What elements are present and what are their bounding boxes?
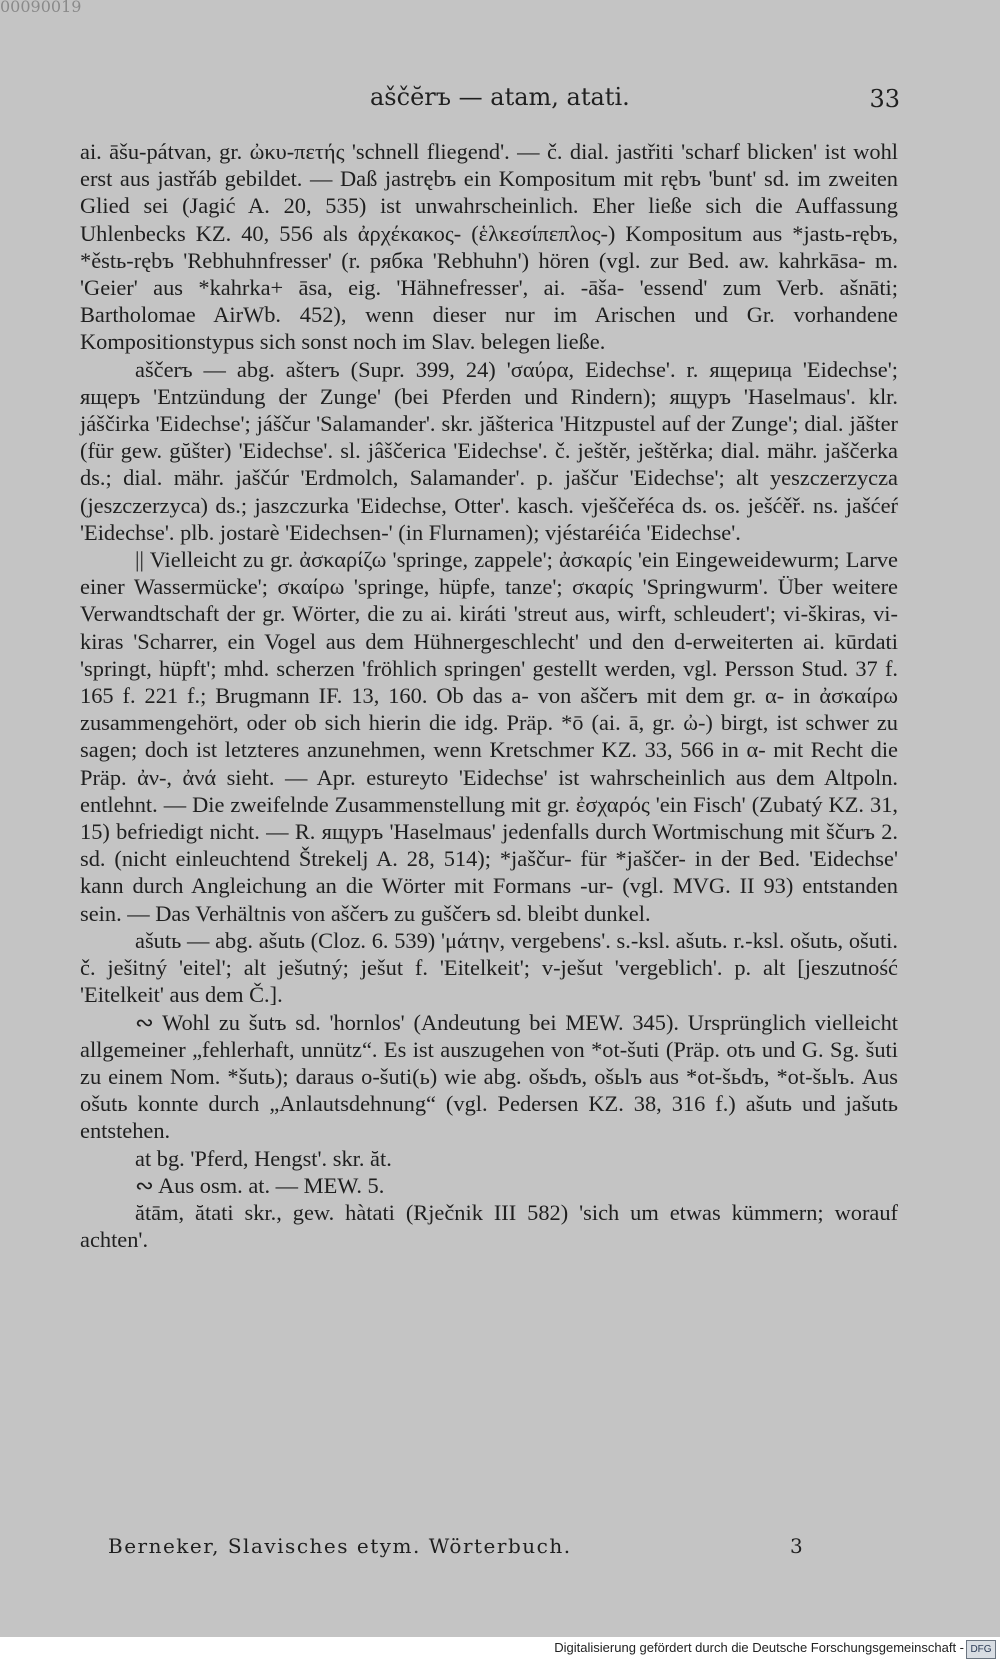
footer-sheet-number: 3 [790,1534,803,1558]
entry-ascerъ: aščerъ — abg. ašterъ (Supr. 399, 24) 'σαύρα, Eidechse'. r. ящерица 'Eidechse'; ящеръ 'Entzündung der Zunge' (bei Pferden und Rindern); ящуръ 'Haselmaus'. klr. jáščirka 'Eidechse'; jáščur 'Salamander'. skr. jăšterica 'Hitzpustel auf der Zunge'; dial. jăšter (für gew. gŭšter) 'Eidechse'. sl. jâščerica 'Eidechse'. č. ještěr, ještěrka; dial. mähr. jaščerka ds.; dial. mähr. jaščúr 'Erdmolch, Salamander'. p. jaščur 'Eidechse'; alt yeszczerzycza (jeszczerzyca) ds.; jaszczurka 'Eidechse, Otter'. kasch. vješčeřéca ds. os. ješćěř. ns. jašćeŕ 'Eidechse'. plb. jostarè 'Eidechsen-' (in Flurnamen); vjéstaréića 'Eidechse'. [80,356,898,545]
footer-signature: Berneker, Slavisches etym. Wörterbuch. [108,1534,572,1558]
scan-id-stamp: 00090019 [0,0,82,14]
running-head-title: aščĕrъ — atam, atati. [370,83,630,111]
dfg-logo-icon: DFG [966,1640,996,1659]
entry-at: at bg. 'Pferd, Hengst'. skr. ăt. [135,1145,392,1171]
etymology-ascerъ: || Vielleicht zu gr. ἀσκαρίζω 'springe, zappele'; ἀσκαρίς 'ein Eingeweidewurm; Larve einer Wassermücke'; σκαίρω 'springe, hüpfe, tanze'; σκαρίς 'Springwurm'. Über weitere Verwandtschaft der gr. Wörter, die zu ai. kiráti 'streut aus, wirft, schleudert'; vi-škiras, vi-kiras 'Scharrer, ein Vogel aus dem Hühnergeschlecht' und den d-erweiterten ai. kūrdati 'springt, hüpft'; mhd. scherzen 'fröhlich springen' gestellt werden, vgl. Persson Stud. 37 f. 165 f. 221 f.; Brugmann IF. 13, 160. Ob das a- von aščerъ mit dem gr. α- in ἀσκαίρω zusammengehört, oder ob sich hierin die idg. Präp. *ō (ai. ā, gr. ὠ-) birgt, ist schwer zu sagen; doch ist letzteres anzunehmen, wenn Kretschmer KZ. 33, 566 in α- mit Recht die Präp. ἀν-, ἀνά sieht. — Apr. estureyto 'Eidechse' ist wahrscheinlich aus dem Altpoln. entlehnt. — Die zweifelnde Zusammenstellung mit gr. ἐσχαρός 'ein Fisch' (Zubatý KZ. 31, 15) befriedigt nicht. — R. ящуръ 'Haselmaus' jedenfalls durch Wortmischung mit ščurъ 2. sd. (nicht einleuchtend Štrekelj A. 28, 514); *jaščur- für *jaščer- in der Bed. 'Eidechse' kann durch Angleichung an die Wörter mit Formans -ur- (vgl. MVG. II 93) entstanden sein. — Das Verhältnis von aščerъ zu guščerъ sd. bleibt dunkel. [80,547,898,926]
entry-atam-atati: ătām, ătati skr., gew. hàtati (Rječnik III 582) 'sich um etwas kümmern; worauf achten'. [80,1199,898,1253]
digitization-credit-bar [0,1637,1000,1661]
running-head [0,83,1000,113]
funding-credit: Digitalisierung gefördert durch die Deutsche Forschungsgemeinschaft - [554,1640,964,1655]
etymology-at: ∾ Aus osm. at. — MEW. 5. [135,1172,385,1198]
page-number: 33 [869,85,900,113]
dictionary-text [80,138,898,1253]
paragraph-continuation: ai. āšu-pátvan, gr. ὠκυ-πετής 'schnell fliegend'. — č. dial. jastřiti 'scharf blicken' ist wohl erst aus jastřáb gebildet. — Daß jastrębъ ein Kompositum mit rębъ 'bunt' sd. im zweiten Glied sei (Jagić A. 20, 535) ist unwahrscheinlich. Eher ließe sich die Auffassung Uhlenbecks KZ. 40, 556 als ἀρχέκακος- (ἑλκεσίπεπλος-) Kompositum aus *jastь-rębъ, *ěstь-rębъ 'Rebhuhnfresser' (r. рябка 'Rebhuhn') hören (vgl. zur Bed. aw. kahrkāsa- m. 'Geier' aus *kahrka+ āsa, eig. 'Hähnefresser', ai. -āša- 'essend' zum Verb. ašnāti; Bartholomae AirWb. 452), wenn dieser nur im Arischen und Gr. vorhandene Kompositionstypus sich sonst noch im Slav. belegen ließe. [80,139,898,355]
etymology-asutь: ∾ Wohl zu šutъ sd. 'hornlos' (Andeutung bei MEW. 345). Ursprünglich vielleicht allgemeiner „fehlerhaft, unnütz“. Es ist auszugehen von *ot-šuti (Präp. otъ und G. Sg. šuti zu einem Nom. *šutь); daraus o-šuti(ь) wie abg. ošьdъ, ošьlъ aus *ot-šьdъ, *ot-šьlъ. Aus ošutь konnte durch „Anlautsdehnung“ (vgl. Pedersen KZ. 38, 316 f.) ašutь und jašutь entstehen. [80,1009,898,1144]
entry-asutь: ašutь — abg. ašutь (Cloz. 6. 539) 'μάτην, vergebens'. s.-ksl. ašutь. r.-ksl. ošutь, ošuti. č. ješitný 'eitel'; alt ješutný; ješut f. 'Eitelkeit'; v-ješut 'vergeblich'. p. alt [jeszutność 'Eitelkeit' aus dem Č.]. [80,927,898,1008]
